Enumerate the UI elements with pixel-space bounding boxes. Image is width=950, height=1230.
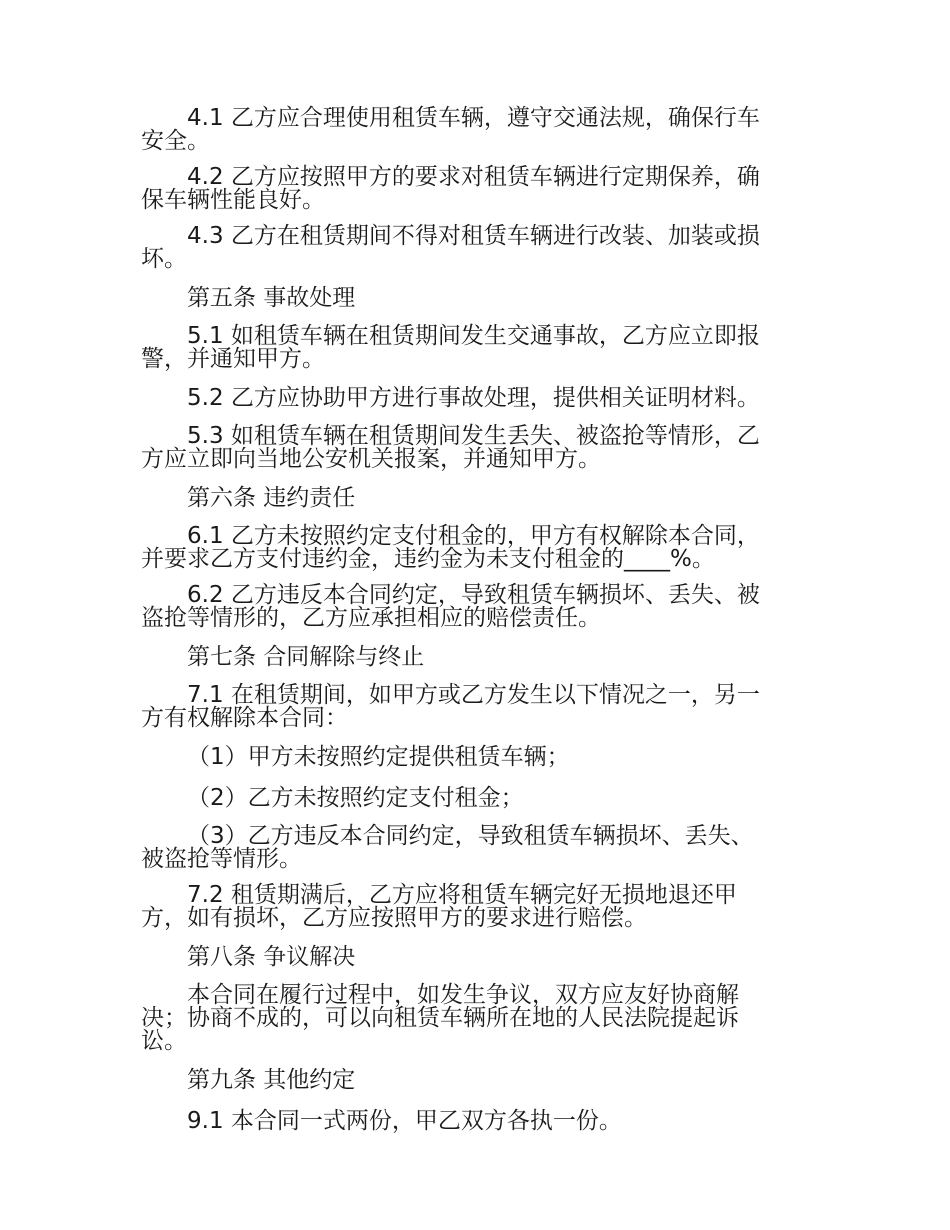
clause-5-1 bbox=[141, 325, 806, 371]
clause-5-3 bbox=[141, 425, 806, 471]
section-heading-7 bbox=[141, 643, 806, 671]
clause-4-2 bbox=[141, 166, 806, 212]
clause-line: 并要求乙方支付违约金，违约金为未支付租金的____%。 bbox=[141, 546, 715, 572]
clause-line: 保车辆性能良好。 bbox=[141, 187, 325, 213]
clause-line: 方应立即向当地公安机关报案，并通知甲方。 bbox=[141, 446, 601, 472]
list-item: 被盗抢等情形。 bbox=[141, 846, 302, 872]
clause-line: 7.1 在租赁期间，如甲方或乙方发生以下情况之一，另一 bbox=[187, 682, 760, 708]
list-item: （3）乙方违反本合同约定，导致租赁车辆损坏、丢失、 bbox=[187, 823, 754, 849]
clause-8 bbox=[141, 984, 806, 1053]
clause-line: 方有权解除本合同： bbox=[141, 705, 348, 731]
clause-9-1 bbox=[141, 1107, 806, 1135]
section-heading: 第八条 争议解决 bbox=[187, 944, 356, 970]
clause-7-1-item-2 bbox=[141, 784, 806, 812]
clause-line: 5.3 如租赁车辆在租赁期间发生丢失、被盗抢等情形，乙 bbox=[187, 423, 760, 449]
clause-line: 警，并通知甲方。 bbox=[141, 346, 325, 372]
section-heading-6 bbox=[141, 484, 806, 512]
clause-line: 讼。 bbox=[141, 1028, 187, 1054]
clause-line: 盗抢等情形的，乙方应承担相应的赔偿责任。 bbox=[141, 605, 601, 631]
clause-7-1-item-3 bbox=[141, 825, 806, 871]
clause-5-2 bbox=[141, 384, 806, 412]
clause-line: 方，如有损坏，乙方应按照甲方的要求进行赔偿。 bbox=[141, 905, 647, 931]
list-item: （2）乙方未按照约定支付租金； bbox=[187, 785, 524, 811]
clause-line: 5.2 乙方应协助甲方进行事故处理，提供相关证明材料。 bbox=[187, 385, 760, 411]
section-heading-9 bbox=[141, 1066, 806, 1094]
clause-7-2 bbox=[141, 884, 806, 930]
clause-line: 7.2 租赁期满后，乙方应将租赁车辆完好无损地退还甲 bbox=[187, 882, 737, 908]
document-page bbox=[141, 107, 806, 1135]
section-heading: 第九条 其他约定 bbox=[187, 1067, 356, 1093]
section-heading-5 bbox=[141, 284, 806, 312]
clause-6-2 bbox=[141, 584, 806, 630]
clause-line: 安全。 bbox=[141, 128, 210, 154]
clause-line: 4.2 乙方应按照甲方的要求对租赁车辆进行定期保养，确 bbox=[187, 164, 760, 190]
clause-7-1 bbox=[141, 684, 806, 730]
clause-line: 本合同在履行过程中，如发生争议，双方应友好协商解 bbox=[187, 982, 739, 1008]
clause-line: 决；协商不成的，可以向租赁车辆所在地的人民法院提起诉 bbox=[141, 1005, 739, 1031]
section-heading: 第七条 合同解除与终止 bbox=[187, 644, 425, 670]
clause-line: 6.1 乙方未按照约定支付租金的，甲方有权解除本合同， bbox=[187, 523, 760, 549]
clause-line: 5.1 如租赁车辆在租赁期间发生交通事故，乙方应立即报 bbox=[187, 323, 760, 349]
section-heading: 第六条 违约责任 bbox=[187, 485, 356, 511]
list-item: （1）甲方未按照约定提供租赁车辆； bbox=[187, 744, 570, 770]
clause-4-3 bbox=[141, 225, 806, 271]
section-heading: 第五条 事故处理 bbox=[187, 285, 356, 311]
clause-7-1-item-1 bbox=[141, 743, 806, 771]
clause-line: 9.1 本合同一式两份，甲乙双方各执一份。 bbox=[187, 1108, 622, 1134]
clause-line: 坏。 bbox=[141, 246, 187, 272]
clause-6-1 bbox=[141, 525, 806, 571]
section-heading-8 bbox=[141, 943, 806, 971]
clause-4-1 bbox=[141, 107, 806, 153]
clause-line: 4.1 乙方应合理使用租赁车辆，遵守交通法规，确保行车 bbox=[187, 105, 760, 131]
clause-line: 6.2 乙方违反本合同约定，导致租赁车辆损坏、丢失、被 bbox=[187, 582, 760, 608]
clause-line: 4.3 乙方在租赁期间不得对租赁车辆进行改装、加装或损 bbox=[187, 223, 760, 249]
